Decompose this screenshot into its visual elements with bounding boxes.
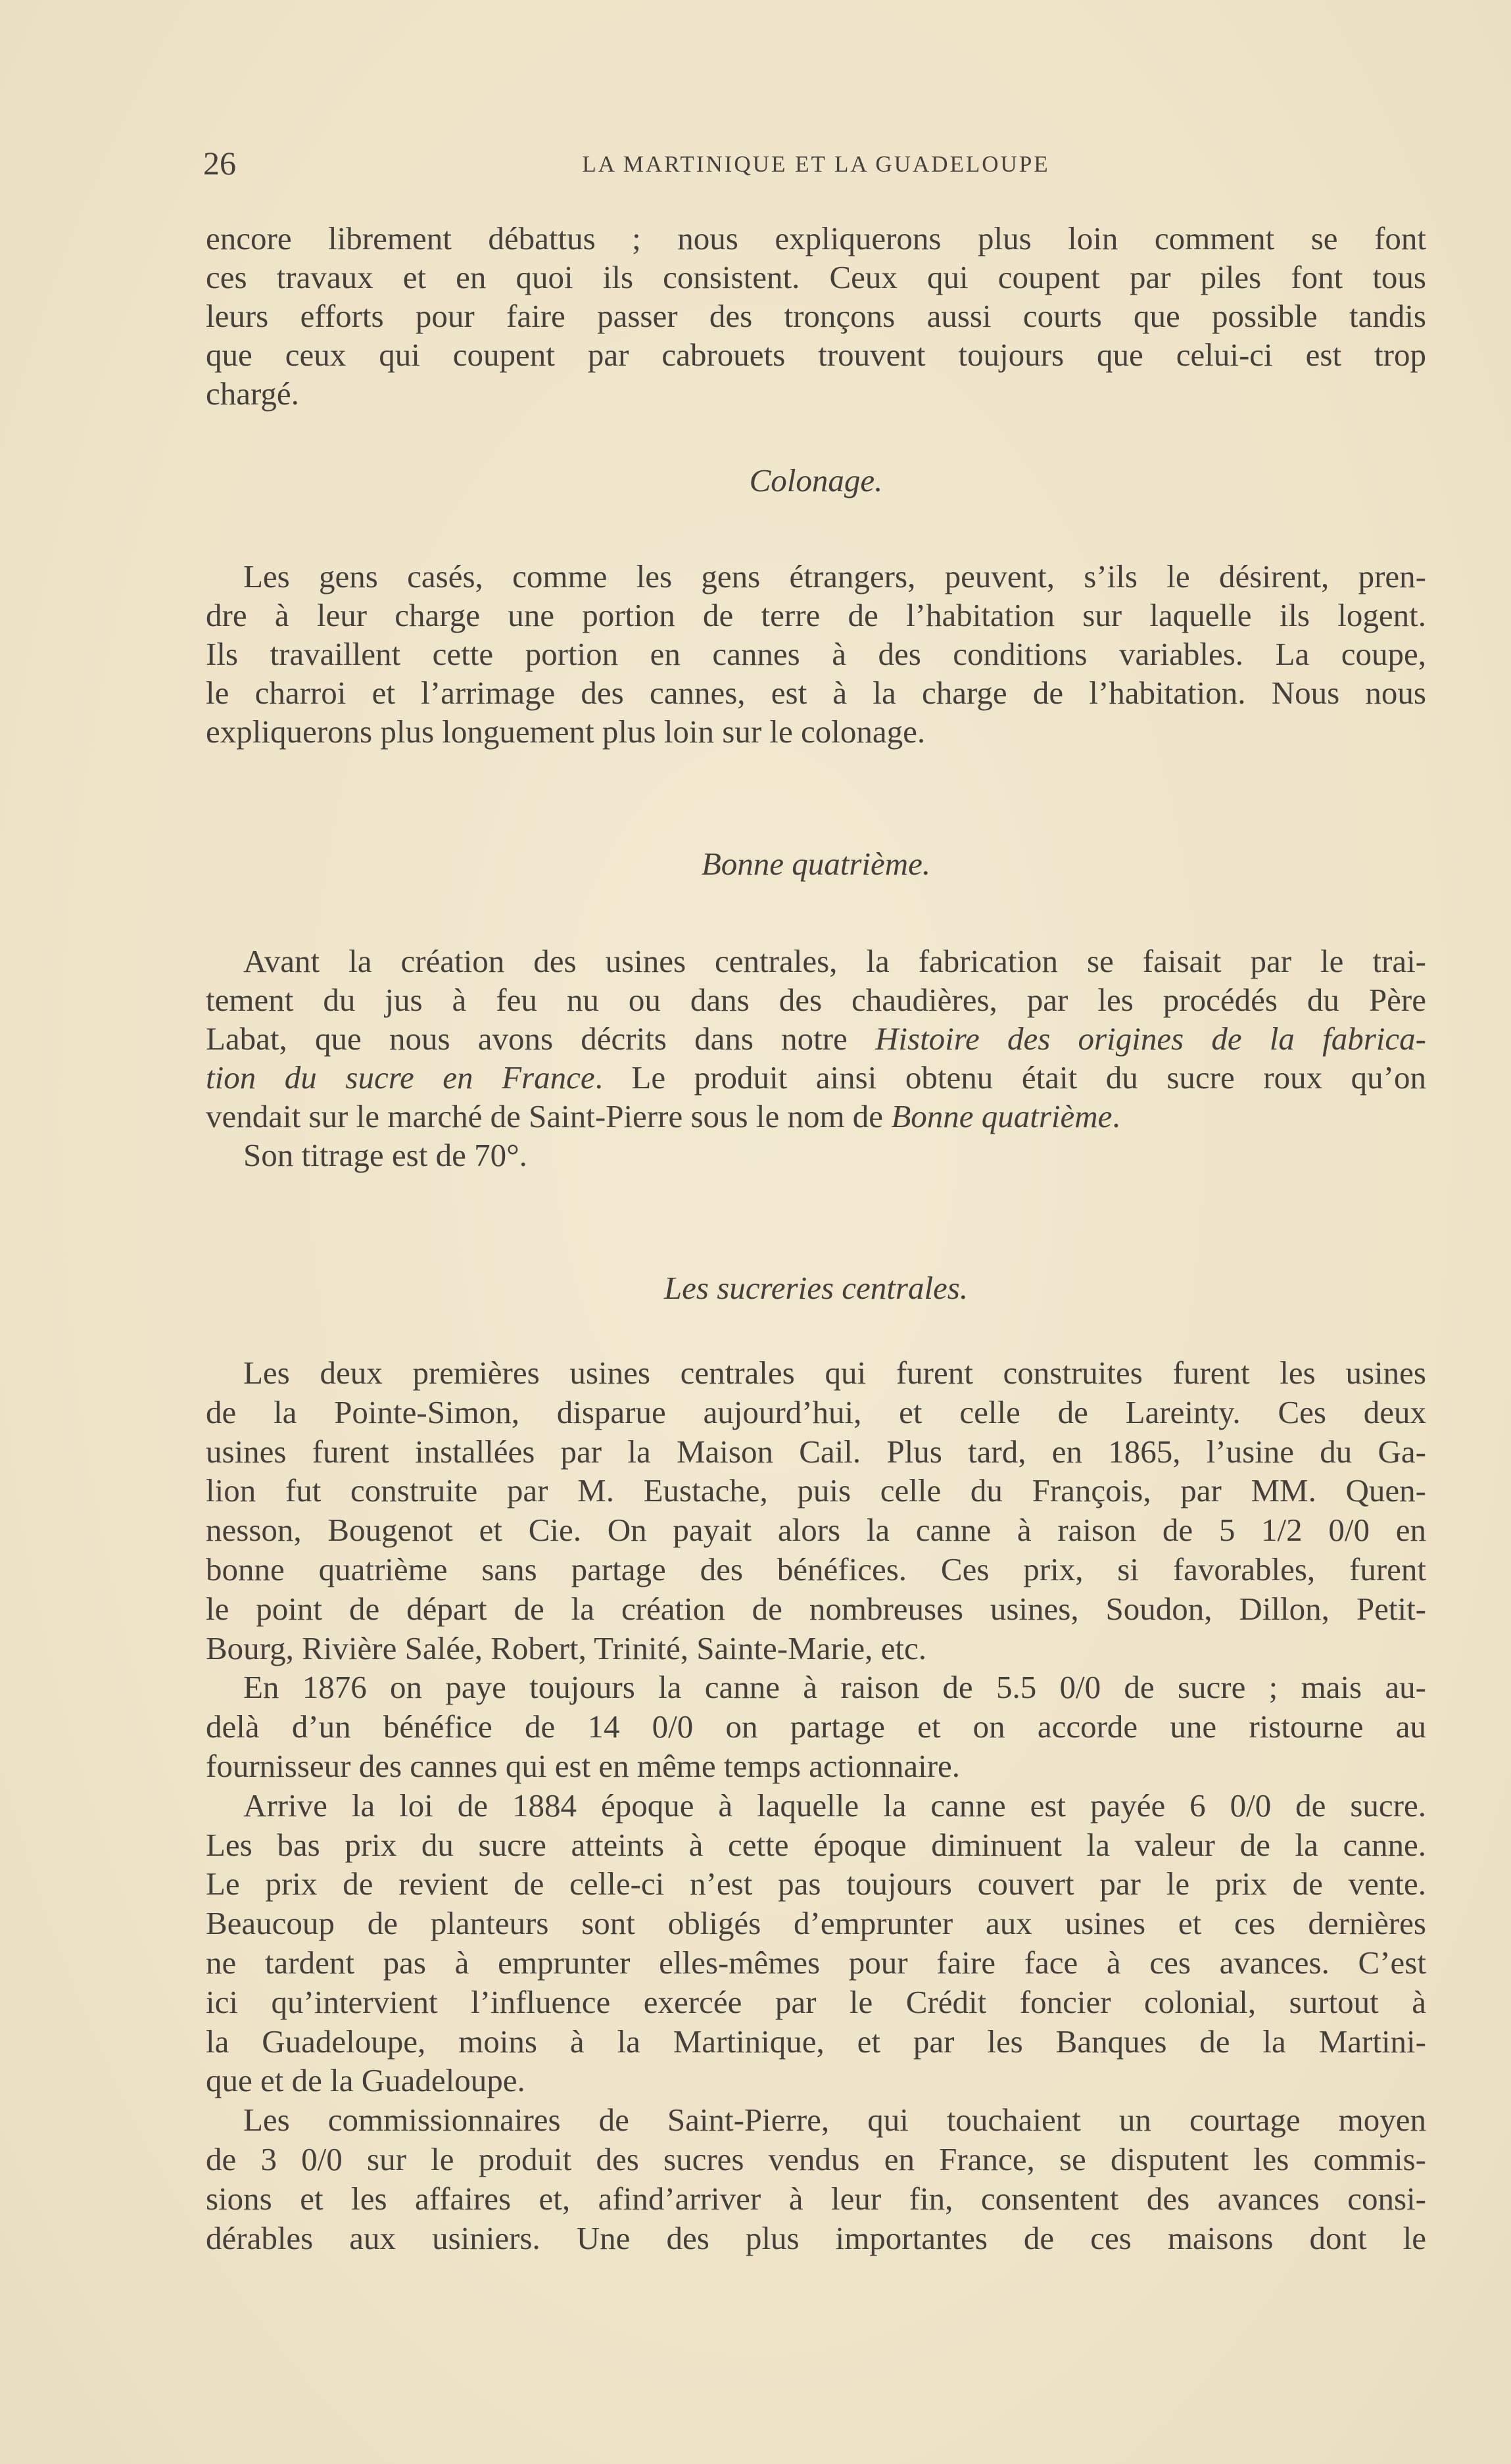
text-segment: vendait sur le marché de Saint-Pierre sous le nom de	[206, 1098, 892, 1134]
text-line: chargé.	[206, 375, 299, 412]
text-line: En 1876 on paye toujours la canne à raison de 5.5 0/0 de sucre ; mais au-	[243, 1669, 1426, 1706]
text-line: dre à leur charge une portion de terre de l’habitation sur laquelle ils logent.	[206, 597, 1426, 633]
running-title: LA MARTINIQUE ET LA GUADELOUPE	[582, 151, 1050, 177]
text-line: expliquerons plus longuement plus loin sur le colonage.	[206, 713, 926, 750]
text-line: ne tardent pas à emprunter elles-mêmes pour faire face à ces avances. C’est	[206, 1944, 1426, 1981]
text-line: leurs efforts pour faire passer des tronçons aussi courts que possible tandis	[206, 298, 1426, 334]
paragraph-block-intro	[206, 219, 1426, 413]
section-heading-colonage: Colonage.	[749, 462, 883, 498]
italic-title-text: Bonne quatrième	[891, 1098, 1113, 1134]
text-segment: . Le produit ainsi obtenu était du sucre roux qu’on	[594, 1059, 1426, 1096]
text-line: encore librement débattus ; nous expliquerons plus loin comment se font	[206, 220, 1426, 256]
paragraph	[206, 2100, 1426, 2258]
text-line: de 3 0/0 sur le produit des sucres vendus en France, se disputent les commis-	[206, 2140, 1426, 2177]
text-line: bonne quatrième sans partage des bénéfices. Ces prix, si favorables, furent	[206, 1551, 1426, 1587]
page-number: 26	[203, 145, 236, 181]
text-line: fournisseur des cannes qui est en même temps actionnaire.	[206, 1747, 961, 1784]
text-line	[206, 1058, 1426, 1097]
text-line: Les gens casés, comme les gens étrangers, peuvent, s’ils le désirent, pren-	[243, 558, 1426, 594]
text-line: delà d’un bénéfice de 14 0/0 on partage et on accorde une ristourne au	[206, 1708, 1426, 1745]
text-line	[206, 1097, 1426, 1136]
paragraph-block-bonne-quatrieme	[206, 942, 1426, 1174]
text-line: Avant la création des usines centrales, la fabrication se faisait par le trai-	[243, 943, 1426, 979]
text-segment: Labat, que nous avons décrits dans notre	[206, 1021, 875, 1057]
text-line: Le prix de revient de celle-ci n’est pas toujours couvert par le prix de vente.	[206, 1866, 1426, 1902]
section-heading-sucreries-centrales: Les sucreries centrales.	[663, 1270, 969, 1306]
text-line: lion fut construite par M. Eustache, puis celle du François, par MM. Quen-	[206, 1472, 1426, 1509]
paragraph	[206, 942, 1426, 1136]
paragraph	[206, 1136, 1426, 1174]
paragraph-block-colonage	[206, 557, 1426, 751]
text-line: Ils travaillent cette portion en cannes à des conditions variables. La coupe,	[206, 636, 1426, 672]
text-line: tement du jus à feu nu ou dans des chaudières, par les procédés du Père	[206, 982, 1426, 1018]
italic-title-text: Histoire des origines de la fabrica-	[875, 1021, 1426, 1057]
text-line: la Guadeloupe, moins à la Martinique, et par les Banques de la Martini-	[206, 2023, 1426, 2060]
italic-title-text: tion du sucre en France	[206, 1059, 595, 1096]
text-line: Son titrage est de 70°.	[243, 1137, 527, 1173]
text-line: Arrive la loi de 1884 époque à laquelle la canne est payée 6 0/0 de sucre.	[243, 1787, 1426, 1824]
text-line: le charroi et l’arrimage des cannes, est à la charge de l’habitation. Nous nous	[206, 675, 1426, 711]
paragraph	[206, 557, 1426, 751]
paragraph	[206, 1668, 1426, 1785]
text-line: nesson, Bougenot et Cie. On payait alors la canne à raison de 5 1/2 0/0 en	[206, 1512, 1426, 1549]
text-line: ici qu’intervient l’influence exercée par le Crédit foncier colonial, surtout à	[206, 1983, 1426, 2020]
paragraph	[206, 1786, 1426, 2100]
text-segment: .	[1112, 1098, 1120, 1134]
text-line: Les bas prix du sucre atteints à cette époque diminuent la valeur de la canne.	[206, 1826, 1426, 1863]
text-line: le point de départ de la création de nombreuses usines, Soudon, Dillon, Petit-	[206, 1590, 1426, 1627]
text-line: Les commissionnaires de Saint-Pierre, qui touchaient un courtage moyen	[243, 2102, 1426, 2138]
text-line: Beaucoup de planteurs sont obligés d’emprunter aux usines et ces dernières	[206, 1905, 1426, 1942]
section-heading-bonne-quatrieme: Bonne quatrième.	[701, 846, 931, 882]
text-line: de la Pointe-Simon, disparue aujourd’hui, et celle de Lareinty. Ces deux	[206, 1393, 1426, 1430]
paragraph-block-sucreries-centrales	[206, 1353, 1426, 2258]
text-line: que ceux qui coupent par cabrouets trouvent toujours que celui-ci est trop	[206, 337, 1426, 373]
text-line: sions et les affaires et, afind’arriver à leur fin, consentent des avances consi-	[206, 2180, 1426, 2217]
text-line: dérables aux usiniers. Une des plus importantes de ces maisons dont le	[206, 2219, 1426, 2256]
text-line: Bourg, Rivière Salée, Robert, Trinité, Sainte-Marie, etc.	[206, 1630, 926, 1666]
text-line: que et de la Guadeloupe.	[206, 2062, 525, 2099]
text-line: usines furent installées par la Maison Cail. Plus tard, en 1865, l’usine du Ga-	[206, 1433, 1426, 1470]
text-line	[206, 1019, 1426, 1058]
paragraph	[206, 219, 1426, 413]
text-line: Les deux premières usines centrales qui furent construites furent les usines	[243, 1355, 1426, 1391]
text-line: ces travaux et en quoi ils consistent. Ceux qui coupent par piles font tous	[206, 259, 1426, 295]
paragraph	[206, 1353, 1426, 1668]
